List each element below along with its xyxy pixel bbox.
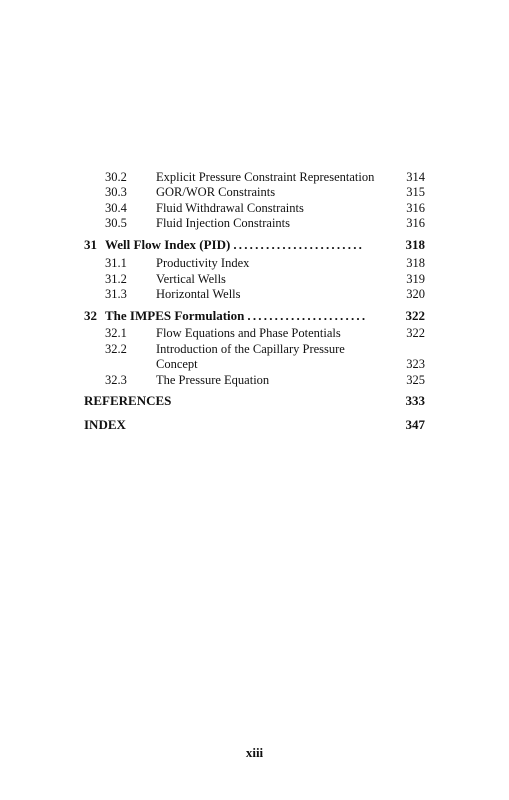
section-number: 30.2 [105,170,127,184]
section-title: Concept [156,357,198,371]
chapter-heading-32 [84,308,425,323]
chapter-number: 32 [84,308,97,323]
section-number: 32.3 [105,373,127,387]
page-number: 314 [406,170,425,184]
section-number: 32.1 [105,326,127,340]
page-folio: xiii [245,745,264,760]
section-number: 31.2 [105,272,127,286]
section-title: The Pressure Equation [156,373,270,387]
section-number: 31.3 [105,287,127,301]
page-number: 325 [406,373,425,387]
index-title: INDEX [84,417,126,432]
dot-leader: ...................... [247,308,368,323]
page-number: 320 [406,287,425,301]
page-number: 347 [405,417,425,432]
section-title: Fluid Withdrawal Constraints [156,201,304,215]
section-title: Vertical Wells [156,272,226,286]
page-number: 323 [406,357,425,371]
page-number: 316 [406,201,425,215]
section-title: Explicit Pressure Constraint Representation [156,170,375,184]
section-title: Productivity Index [156,256,250,270]
section-number: 32.2 [105,342,127,356]
page-number: 318 [405,237,425,252]
section-number: 30.3 [105,185,127,199]
page-number: 333 [405,393,425,408]
page-number: 316 [406,216,425,230]
chapter-heading-31 [84,237,425,252]
page-number: 318 [406,256,425,270]
section-number: 31.1 [105,256,127,270]
section-number: 30.4 [105,201,127,215]
page-number: 315 [406,185,425,199]
chapter-number: 31 [84,237,97,252]
section-title: Flow Equations and Phase Potentials [156,326,341,340]
section-number: 30.5 [105,216,127,230]
chapter-title: The IMPES Formulation [105,308,245,323]
section-title: Fluid Injection Constraints [156,216,291,230]
page-number: 322 [406,326,425,340]
page-number: 322 [405,308,425,323]
section-title: GOR/WOR Constraints [156,185,276,199]
chapter-title: Well Flow Index (PID) [105,237,231,252]
page-number: 319 [406,272,425,286]
section-title: Horizontal Wells [156,287,241,301]
references-heading [84,393,425,408]
dot-leader: ........................ [233,237,365,252]
index-heading [84,417,425,432]
section-title: Introduction of the Capillary Pressure [156,342,345,356]
references-title: REFERENCES [84,393,172,408]
